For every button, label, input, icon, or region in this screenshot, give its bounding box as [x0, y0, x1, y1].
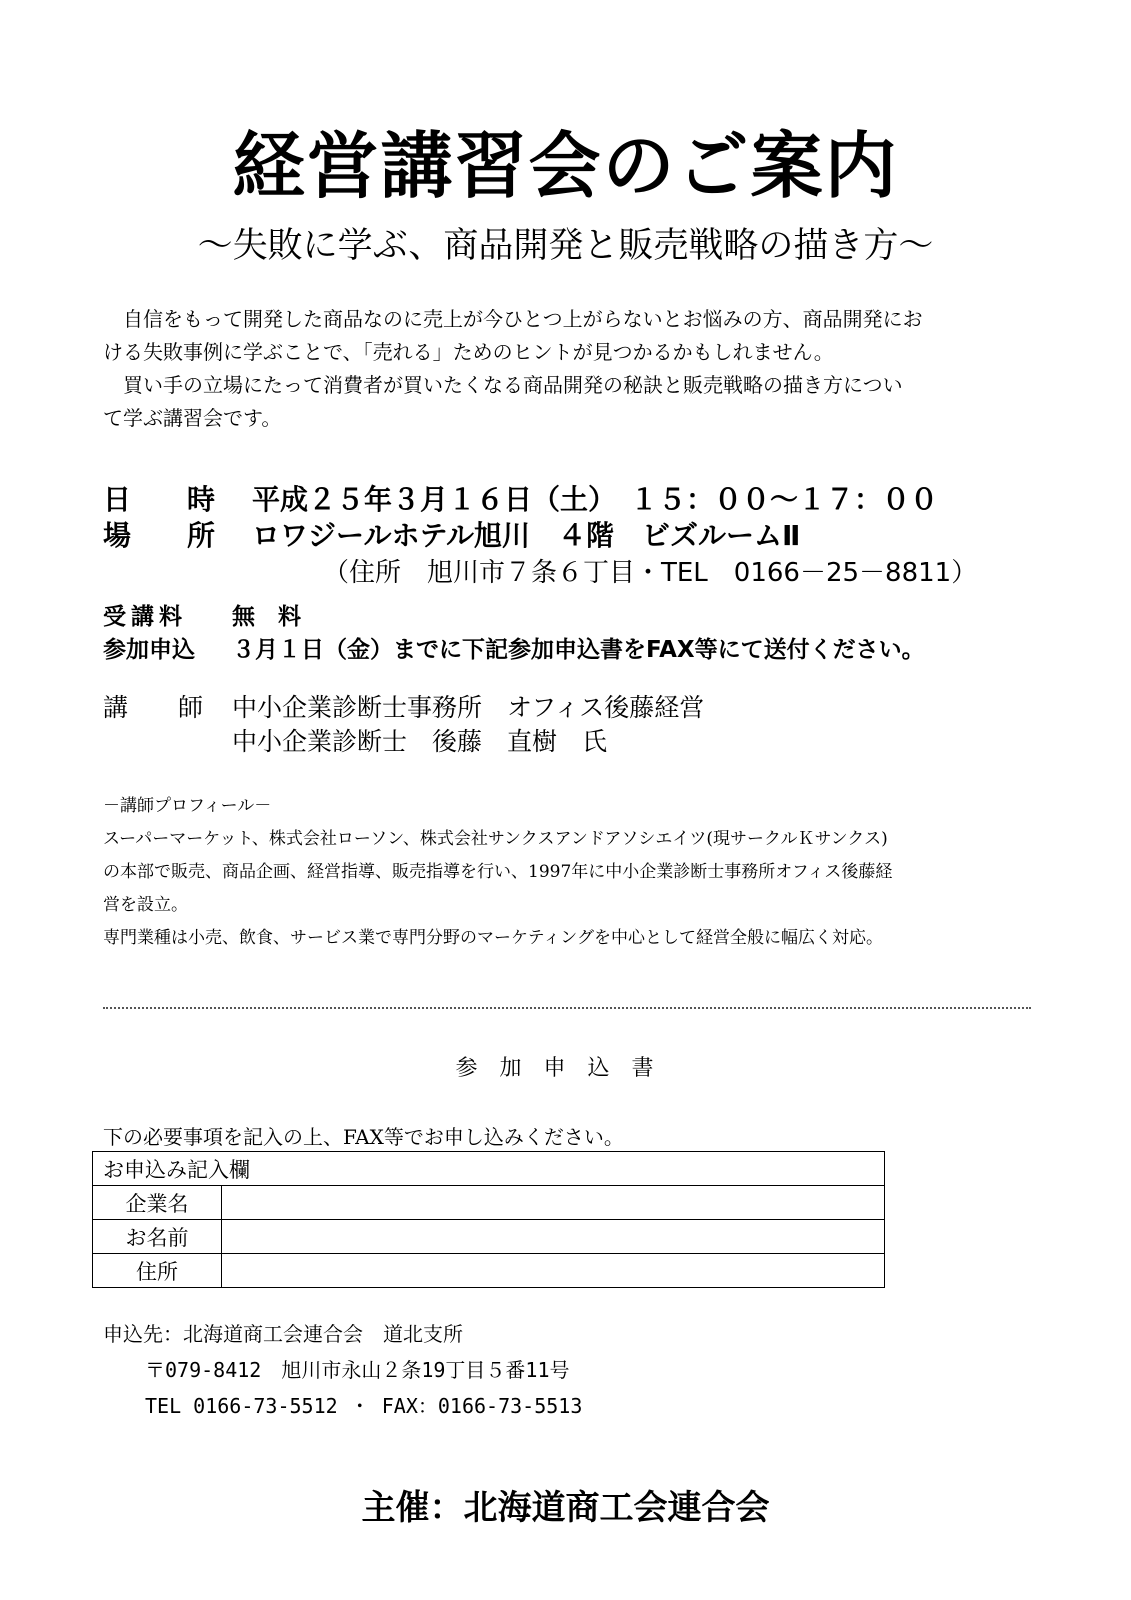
place-label: 場 所 [103, 519, 216, 552]
person-name-label: お名前 [93, 1220, 222, 1254]
table-row [93, 1186, 885, 1220]
place-row [103, 514, 215, 554]
intro-line: 買い手の立場にたって消費者が買いたくなる商品開発の秘訣と販売戦略の描き方につい [103, 373, 903, 397]
form-note: 下の必要事項を記入の上、FAX等でお申し込みください。 [103, 1125, 624, 1149]
profile-heading: －講師プロフィール－ [103, 796, 272, 816]
apply-label: 参加申込 [103, 637, 195, 663]
profile-line: の本部で販売、商品企画、経営指導、販売指導を行い、1997年に中小企業診断士事務所オフィス後藤経 [103, 862, 893, 882]
apply-value: ３月１日（金）までに下記参加申込書をFAX等にて送付ください。 [232, 637, 925, 663]
table-row [93, 1254, 885, 1288]
contact-address: 〒079-8412 旭川市永山２条19丁目５番11号 [145, 1358, 570, 1382]
lecturer-label: 講 師 [103, 693, 204, 722]
cut-line-divider [103, 1007, 1031, 1009]
intro-line: て学ぶ講習会です。 [103, 406, 282, 430]
application-form-table [92, 1151, 885, 1288]
company-name-field[interactable] [222, 1186, 885, 1220]
lecturer-office: 中小企業診断士事務所 オフィス後藤経営 [232, 693, 705, 722]
page-subtitle: ～失敗に学ぶ、商品開発と販売戦略の描き方～ [197, 226, 934, 266]
table-row [93, 1152, 885, 1186]
lecturer-name: 中小企業診断士 後藤 直樹 氏 [232, 727, 608, 756]
company-name-label: 企業名 [93, 1186, 222, 1220]
place-address: （住所 旭川市７条６丁目・TEL 0166－25－8811） [323, 558, 978, 588]
form-title: 参加申込書 [455, 1056, 676, 1081]
contact-phone-fax: TEL 0166-73-5512 ・ FAX：0166-73-5513 [145, 1394, 583, 1418]
profile-line: スーパーマーケット、株式会社ローソン、株式会社サンクスアンドアソシエイツ(現サークルＫサンクス) [103, 829, 888, 849]
table-row [93, 1220, 885, 1254]
fee-label: 受講料 [103, 604, 187, 630]
organizer: 主催：北海道商工会連合会 [361, 1488, 770, 1528]
address-field[interactable] [222, 1254, 885, 1288]
page-title: 経営講習会のご案内 [232, 124, 899, 208]
address-label: 住所 [93, 1254, 222, 1288]
place-value: ロワジールホテル旭川 ４階 ビズルームⅡ [252, 519, 801, 552]
intro-line: 自信をもって開発した商品なのに売上が今ひとつ上がらないとお悩みの方、商品開発にお [103, 307, 923, 331]
person-name-field[interactable] [222, 1220, 885, 1254]
intro-paragraph [103, 303, 1033, 435]
intro-line: ける失敗事例に学ぶことで、「売れる」ためのヒントが見つかるかもしれません。 [103, 340, 834, 364]
date-value: 平成２５年３月１６日（土） １５：００～１７：００ [252, 483, 939, 516]
date-row [103, 478, 215, 518]
form-table-header: お申込み記入欄 [93, 1152, 885, 1186]
lecturer-profile [103, 790, 1033, 955]
contact-office: 申込先：北海道商工会連合会 道北支所 [103, 1322, 463, 1346]
profile-line: 営を設立。 [103, 895, 188, 915]
fee-value: 無 料 [232, 604, 301, 630]
date-label: 日 時 [103, 483, 216, 516]
profile-line: 専門業種は小売、飲食、サービス業で専門分野のマーケティングを中心として経営全般に幅広く対応。 [103, 928, 883, 948]
